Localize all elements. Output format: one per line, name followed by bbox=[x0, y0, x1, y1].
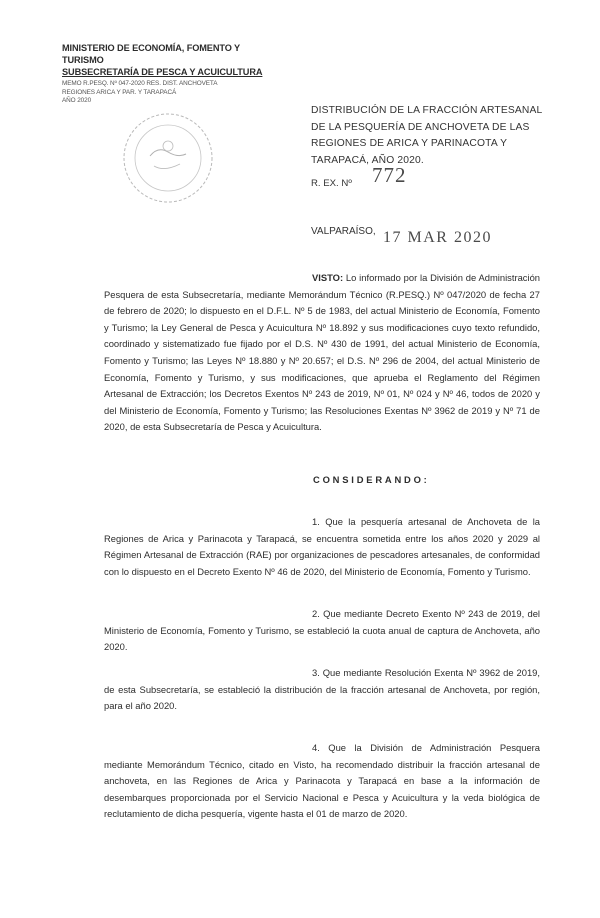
letterhead bbox=[62, 42, 282, 106]
considerando-text: 3. Que mediante Resolución Exenta Nº 3962 de 2019, de esta Subsecretaría, se estableció la distribución de la fracción artesanal de Anchoveta, por región, para el año 2020. bbox=[104, 667, 540, 712]
date-stamp: 17 MAR 2020 bbox=[383, 229, 492, 246]
considerando-text: 4. Que la División de Administración Pesquera mediante Memorándum Técnico, citado en Visto, ha recomendado distribuir la fracción artesanal de anchoveta, en las Regiones de Arica y Parinacota y Tarapacá en base a la información de desembarques proporcionada por el Servicio Nacional e Pesca y Acuicultura y la veda biológica de reclutamiento de dicha pesquería, vigente hasta el 01 de marzo de 2020. bbox=[104, 742, 540, 820]
considerando-item bbox=[104, 740, 540, 823]
considerando-text: 1. Que la pesquería artesanal de Anchoveta de la Regiones de Arica y Parinacota y Tarapacá, se encuentra sometida entre los años 2020 y 2029 al Régimen Artesanal de Extracción (RAE) por organizaciones de pescadores artesanales, de conformidad con lo dispuesto en el Decreto Exento Nº 46 de 2020, del Ministerio de Economía, Fomento y Turismo. bbox=[104, 516, 540, 577]
resolution-label: R. EX. Nº bbox=[311, 178, 352, 189]
considerando-heading: CONSIDERANDO: bbox=[313, 474, 430, 485]
visto-label: VISTO: bbox=[312, 272, 344, 283]
considerando-item bbox=[104, 665, 540, 715]
considerando-item bbox=[104, 606, 540, 656]
considerando-text: 2. Que mediante Decreto Exento Nº 243 de 2019, del Ministerio de Economía, Fomento y Turismo, se estableció la cuota anual de captura de Anchoveta, año 2020. bbox=[104, 608, 540, 653]
memo-reference bbox=[62, 80, 282, 106]
memo-line: AÑO 2020 bbox=[62, 97, 92, 104]
considerando-item bbox=[104, 514, 540, 580]
place-label: VALPARAÍSO, bbox=[311, 226, 376, 237]
resolution-number: 772 bbox=[372, 163, 407, 187]
resolution-title: DISTRIBUCIÓN DE LA FRACCIÓN ARTESANAL DE LA PESQUERÍA DE ANCHOVETA DE LAS REGIONES DE ARICA Y PARINACOTA Y TARAPACÁ, AÑO 2020. bbox=[311, 105, 542, 166]
visto-paragraph bbox=[104, 270, 540, 436]
visto-text: Lo informado por la División de Administración Pesquera de esta Subsecretaría, mediante Memorándum Técnico (R.PESQ.) Nº 047/2020 de fecha 27 de febrero de 2020; lo dispuesto en el D.F.L. Nº 5 de 1983, del actual Ministerio de Economía, Fomento y Turismo; la Ley General de Pesca y Acuicultura Nº 18.892 y sus modificaciones cuyo texto refundido, coordinado y sistematizado fue fijado por el D.S. Nº 430 de 1991, del actual Ministerio de Economía, Fomento y Turismo; las Leyes Nº 18.880 y Nº 20.657; el D.S. Nº 296 de 2004, del actual Ministerio de Economía, Fomento y Turismo, y sus modificaciones, que aprueba el Reglamento del Régimen Artesanal de Extracción; los Decretos Exentos Nº 243 de 2019, Nº 01, Nº 024 y Nº 46, todos de 2020 y del Ministerio de Economía, Fomento y Turismo; las Resoluciones Exentas Nº 3962 de 2019 y Nº 71 de 2020, de esta Subsecretaría de Pesca y Acuicultura. bbox=[104, 272, 540, 433]
subsecretaria-name: SUBSECRETARÍA DE PESCA Y ACUICULTURA bbox=[62, 67, 263, 77]
ministry-name: MINISTERIO DE ECONOMÍA, FOMENTO Y TURISMO bbox=[62, 43, 240, 65]
official-seal-stamp bbox=[120, 110, 216, 206]
memo-line: REGIONES ARICA Y PAR. Y TARAPACÁ bbox=[62, 88, 177, 96]
memo-line: MEMO R.PESQ. Nº 047-2020 RES. DIST. ANCHOVETA bbox=[62, 80, 218, 87]
